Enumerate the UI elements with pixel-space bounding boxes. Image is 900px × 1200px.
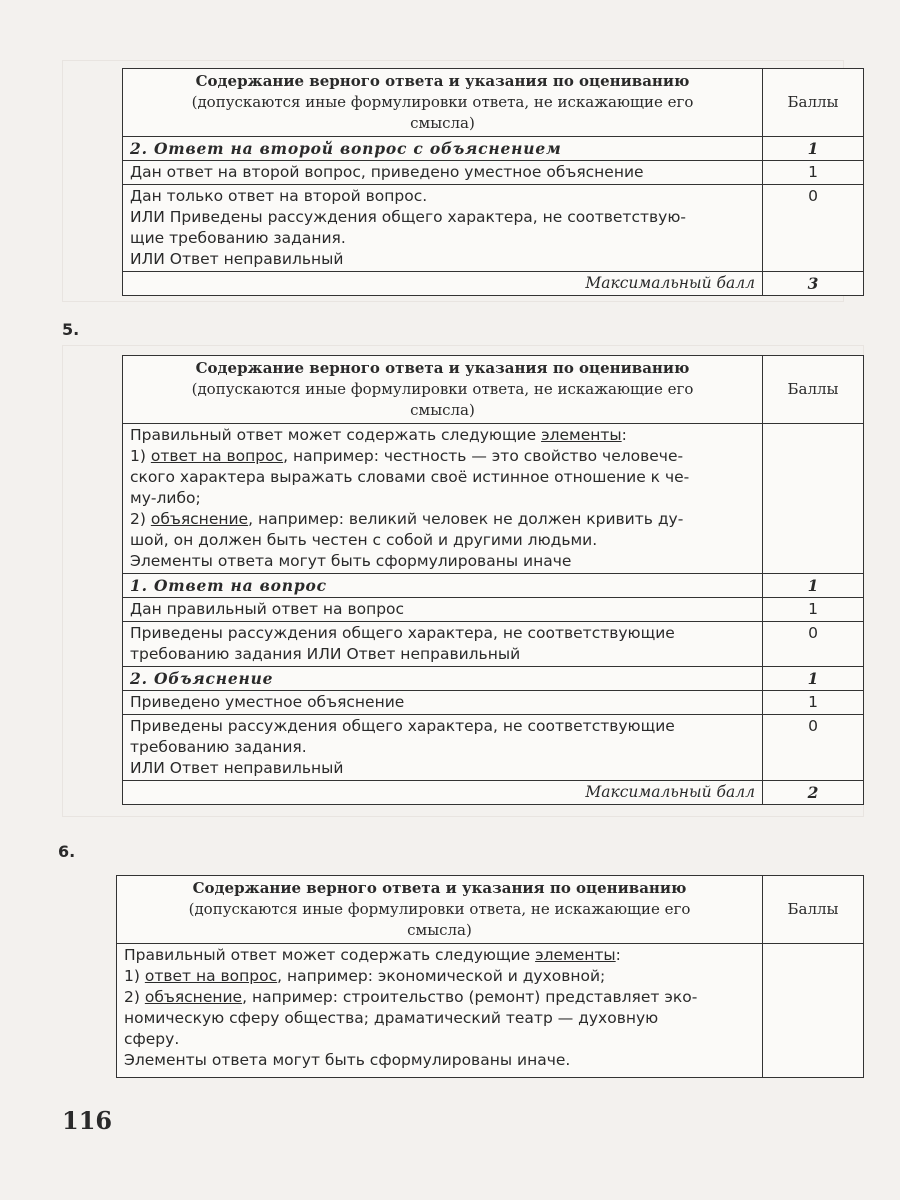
criterion-text: Дан ответ на второй вопрос, приведено уместное объяснение xyxy=(123,161,763,185)
header-title: Содержание верного ответа и указания по оцениванию xyxy=(192,879,687,897)
section-row xyxy=(123,667,864,691)
criterion-points: 1 xyxy=(763,691,864,715)
answer-elements-row xyxy=(117,944,864,1078)
header-content xyxy=(123,356,763,424)
criterion-line: Дан только ответ на второй вопрос. xyxy=(130,187,428,205)
element-number: 2) xyxy=(130,510,151,528)
header-row xyxy=(117,876,864,944)
criterion-line: ИЛИ Приведены рассуждения общего характера, не соответствую- xyxy=(130,208,686,226)
elements-intro xyxy=(124,945,755,966)
element-1 xyxy=(130,446,755,467)
criterion-row xyxy=(123,598,864,622)
section-title: 1. Ответ на вопрос xyxy=(123,574,763,598)
criterion-text: Дан правильный ответ на вопрос xyxy=(123,598,763,622)
criterion-row xyxy=(123,622,864,667)
header-row xyxy=(123,356,864,424)
section-title: 2. Ответ на второй вопрос с объяснением xyxy=(123,137,763,161)
intro-underlined: элементы xyxy=(541,426,622,444)
criterion-line: ИЛИ Ответ неправильный xyxy=(130,250,344,268)
element-label: ответ на вопрос xyxy=(150,447,284,465)
criterion-text xyxy=(123,715,763,781)
element-text: номическую сферу общества; драматический театр — духовную xyxy=(124,1009,659,1027)
criterion-row xyxy=(123,161,864,185)
max-value: 3 xyxy=(763,272,864,296)
header-subtitle: (допускаются иные формулировки ответа, не искажающие его xyxy=(191,380,694,398)
max-label: Максимальный балл xyxy=(123,272,763,296)
criterion-points: 0 xyxy=(763,715,864,781)
header-subtitle-cont: смысла) xyxy=(410,401,475,419)
element-label: объяснение xyxy=(150,510,249,528)
scoring-table-q4 xyxy=(122,68,864,296)
element-text: му-либо; xyxy=(130,489,201,507)
section-row xyxy=(123,574,864,598)
element-text: ского характера выражать словами своё истинное отношение к че- xyxy=(130,468,690,486)
criterion-points: 1 xyxy=(763,598,864,622)
answer-elements xyxy=(117,944,763,1078)
criterion-text: Приведено уместное объяснение xyxy=(123,691,763,715)
header-content xyxy=(117,876,763,944)
elements-outro: Элементы ответа могут быть сформулированы иначе xyxy=(130,552,572,570)
question-number-6: 6. xyxy=(58,842,76,861)
criterion-line: требованию задания. xyxy=(130,738,307,756)
criterion-points: 1 xyxy=(763,161,864,185)
page-number: 116 xyxy=(62,1106,113,1135)
element-number: 1) xyxy=(124,967,145,985)
max-row xyxy=(123,272,864,296)
empty-points xyxy=(763,944,864,1078)
criterion-line: Приведены рассуждения общего характера, не соответствующие xyxy=(130,624,675,642)
header-subtitle-cont: смысла) xyxy=(407,921,472,939)
element-text: , например: честность — это свойство человече- xyxy=(283,447,684,465)
intro-text: Правильный ответ может содержать следующие xyxy=(130,426,542,444)
answer-elements xyxy=(123,424,763,574)
header-title: Содержание верного ответа и указания по оцениванию xyxy=(195,72,690,90)
header-row xyxy=(123,69,864,137)
criterion-line: Приведены рассуждения общего характера, не соответствующие xyxy=(130,717,675,735)
question-number-5: 5. xyxy=(62,320,80,339)
header-points: Баллы xyxy=(763,69,864,137)
header-points: Баллы xyxy=(763,876,864,944)
header-title: Содержание верного ответа и указания по оцениванию xyxy=(195,359,690,377)
section-title: 2. Объяснение xyxy=(123,667,763,691)
element-text: , например: строительство (ремонт) представляет эко- xyxy=(242,988,698,1006)
criterion-line: щие требованию задания. xyxy=(130,229,346,247)
criterion-line: ИЛИ Ответ неправильный xyxy=(130,759,344,777)
header-subtitle: (допускаются иные формулировки ответа, не искажающие его xyxy=(188,900,691,918)
criterion-row xyxy=(123,715,864,781)
intro-text: Правильный ответ может содержать следующие xyxy=(124,946,536,964)
criterion-row xyxy=(123,691,864,715)
section-points: 1 xyxy=(763,137,864,161)
criterion-row xyxy=(123,185,864,272)
criterion-points: 0 xyxy=(763,185,864,272)
section-row xyxy=(123,137,864,161)
criterion-points: 0 xyxy=(763,622,864,667)
answer-elements-row xyxy=(123,424,864,574)
header-subtitle-cont: смысла) xyxy=(410,114,475,132)
header-content xyxy=(123,69,763,137)
elements-outro: Элементы ответа могут быть сформулированы иначе. xyxy=(124,1051,571,1069)
element-2 xyxy=(124,987,755,1008)
elements-intro xyxy=(130,425,755,446)
intro-colon: : xyxy=(615,946,621,964)
section-points: 1 xyxy=(763,667,864,691)
empty-points xyxy=(763,424,864,574)
element-text: , например: великий человек не должен кривить ду- xyxy=(248,510,684,528)
intro-colon: : xyxy=(621,426,627,444)
max-label: Максимальный балл xyxy=(123,781,763,805)
criterion-text xyxy=(123,185,763,272)
element-label: ответ на вопрос xyxy=(144,967,278,985)
max-value: 2 xyxy=(763,781,864,805)
element-number: 1) xyxy=(130,447,151,465)
element-text: сферу. xyxy=(124,1030,180,1048)
element-text: , например: экономической и духовной; xyxy=(277,967,606,985)
scoring-table-q6 xyxy=(116,875,864,1078)
element-number: 2) xyxy=(124,988,145,1006)
element-label: объяснение xyxy=(144,988,243,1006)
element-2 xyxy=(130,509,755,530)
intro-underlined: элементы xyxy=(535,946,616,964)
max-row xyxy=(123,781,864,805)
header-points: Баллы xyxy=(763,356,864,424)
element-text: шой, он должен быть честен с собой и другими людьми. xyxy=(130,531,598,549)
section-points: 1 xyxy=(763,574,864,598)
criterion-text xyxy=(123,622,763,667)
criterion-line: требованию задания ИЛИ Ответ неправильный xyxy=(130,645,521,663)
scoring-table-q5 xyxy=(122,355,864,805)
element-1 xyxy=(124,966,755,987)
header-subtitle: (допускаются иные формулировки ответа, не искажающие его xyxy=(191,93,694,111)
